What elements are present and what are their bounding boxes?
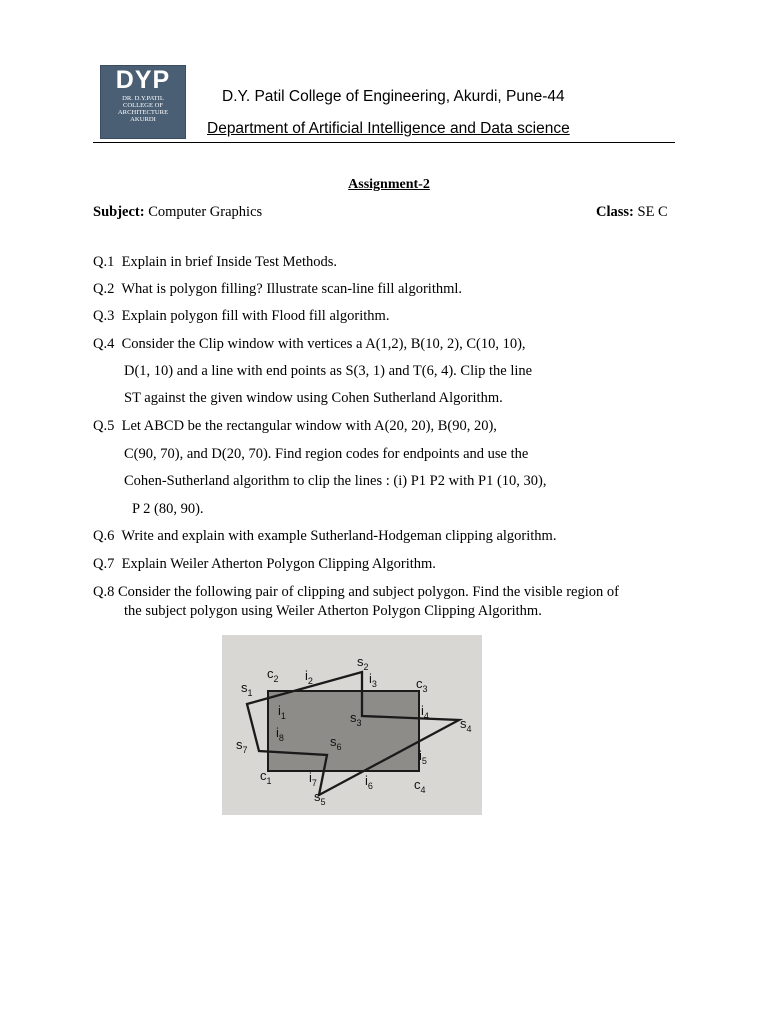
subject-line bbox=[93, 204, 262, 221]
question-text: ST against the given window using Cohen Sutherland Algorithm. bbox=[124, 390, 503, 406]
question-text: Consider the following pair of clipping and subject polygon. Find the visible region of bbox=[117, 584, 619, 600]
vertex-label: $i_7$ bbox=[309, 770, 317, 788]
question-4 bbox=[93, 336, 526, 353]
vertex-label: $i_8$ bbox=[276, 725, 284, 743]
assignment-title bbox=[0, 177, 768, 193]
question-text: P 2 (80, 90). bbox=[132, 501, 204, 517]
question-number: Q.6 bbox=[93, 528, 115, 544]
question-number: Q.1 bbox=[93, 254, 115, 270]
vertex-label: $c_3$ bbox=[416, 676, 428, 694]
logo-line: DR. D.Y.PATIL bbox=[122, 95, 164, 102]
question-text: Explain polygon fill with Flood fill algorithm. bbox=[121, 308, 390, 324]
vertex-label: $i_5$ bbox=[419, 748, 427, 766]
vertex-label: $s_3$ bbox=[350, 710, 362, 728]
question-6 bbox=[93, 528, 556, 545]
header-divider bbox=[93, 142, 675, 143]
subject-value: Computer Graphics bbox=[148, 204, 263, 220]
question-text: Explain Weiler Atherton Polygon Clipping Algorithm. bbox=[121, 556, 436, 572]
clipping-diagram bbox=[222, 635, 482, 815]
question-number: Q.2 bbox=[93, 281, 115, 297]
vertex-label: $i_3$ bbox=[369, 671, 377, 689]
logo-title: DYP bbox=[115, 66, 171, 94]
vertex-label: $s_4$ bbox=[460, 716, 472, 734]
question-text: Consider the Clip window with vertices a A(1,2), B(10, 2), C(10, 10), bbox=[121, 336, 526, 352]
class-label: Class: bbox=[596, 204, 634, 220]
vertex-label: $i_4$ bbox=[421, 703, 429, 721]
question-text: C(90, 70), and D(20, 70). Find region codes for endpoints and use the bbox=[124, 446, 529, 462]
class-value: SE C bbox=[637, 204, 668, 220]
vertex-label: $s_2$ bbox=[357, 654, 369, 672]
question-1 bbox=[93, 254, 337, 271]
question-3 bbox=[93, 308, 389, 325]
question-5 bbox=[93, 418, 497, 435]
question-text: Write and explain with example Sutherland-Hodgeman clipping algorithm. bbox=[121, 528, 557, 544]
logo-line: COLLEGE OF bbox=[122, 102, 164, 109]
vertex-label: $i_1$ bbox=[278, 703, 286, 721]
vertex-label: $s_6$ bbox=[330, 734, 342, 752]
vertex-label: $c_1$ bbox=[260, 768, 272, 786]
vertex-label: $i_6$ bbox=[365, 773, 373, 791]
vertex-label: $c_4$ bbox=[414, 777, 426, 795]
question-number: Q.8 bbox=[93, 584, 115, 600]
college-logo bbox=[100, 65, 186, 139]
question-text: Let ABCD be the rectangular window with A(20, 20), B(90, 20), bbox=[121, 418, 497, 434]
clipping-figure bbox=[222, 635, 482, 815]
question-7 bbox=[93, 556, 436, 573]
question-8 bbox=[93, 583, 675, 621]
assignment-title-text: Assignment-2 bbox=[348, 177, 430, 192]
question-number: Q.7 bbox=[93, 556, 115, 572]
vertex-label: $s_5$ bbox=[314, 789, 326, 807]
vertex-label: $c_2$ bbox=[267, 666, 279, 684]
question-number: Q.5 bbox=[93, 418, 115, 434]
logo-line: ARCHITECTURE bbox=[117, 109, 169, 116]
vertex-label: $i_2$ bbox=[305, 668, 313, 686]
college-name: D.Y. Patil College of Engineering, Akurdi, Pune-44 bbox=[222, 88, 565, 105]
question-number: Q.3 bbox=[93, 308, 115, 324]
class-line bbox=[596, 204, 668, 221]
question-text: What is polygon filling? Illustrate scan-line fill algorithml. bbox=[121, 281, 463, 297]
question-text: Cohen-Sutherland algorithm to clip the lines : (i) P1 P2 with P1 (10, 30), bbox=[124, 473, 547, 489]
vertex-label: $s_7$ bbox=[236, 737, 248, 755]
clipping-window bbox=[268, 691, 419, 771]
vertex-label: $s_1$ bbox=[241, 680, 253, 698]
question-text: D(1, 10) and a line with end points as S(3, 1) and T(6, 4). Clip the line bbox=[124, 363, 533, 379]
logo-text bbox=[101, 95, 185, 123]
logo-line: AKURDI bbox=[130, 116, 156, 123]
question-text: the subject polygon using Weiler Atherton Polygon Clipping Algorithm. bbox=[124, 603, 542, 619]
question-number: Q.4 bbox=[93, 336, 115, 352]
question-text: Explain in brief Inside Test Methods. bbox=[121, 254, 337, 270]
department-name: Department of Artificial Intelligence and Data science bbox=[207, 120, 570, 137]
subject-label: Subject: bbox=[93, 204, 145, 220]
question-2 bbox=[93, 281, 462, 298]
